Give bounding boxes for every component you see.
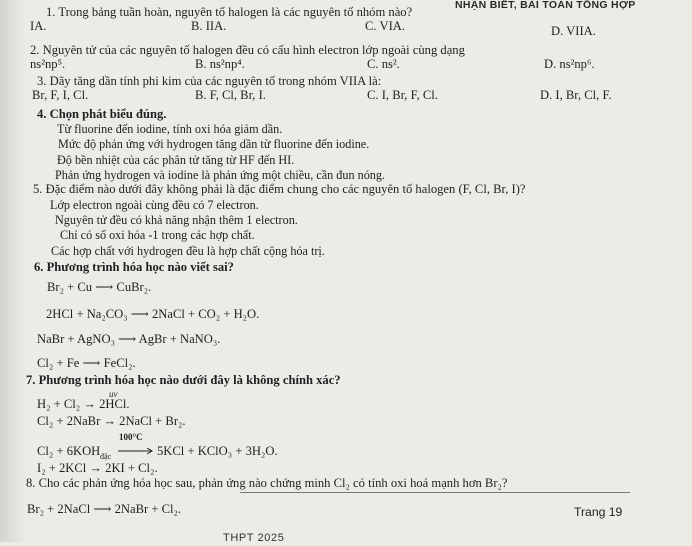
q5-option-c: Chỉ có số oxi hóa -1 trong các hợp chất. — [60, 228, 255, 242]
q2-option-c: C. ns². — [367, 57, 400, 71]
question-5-stem: 5. Đặc điểm nào dưới đây không phải là đặc điểm chung cho các nguyên tố halogen (F, Cl, Br, I)? — [33, 182, 526, 196]
q7-option-c-arrow-label: 100°C — [119, 432, 143, 442]
q1-option-c: C. VIA. — [365, 19, 406, 33]
question-7-stem: 7. Phương trình hóa học nào dưới đây là không chính xác? — [26, 373, 341, 387]
q2-option-a: ns²np⁵. — [30, 57, 66, 71]
q7-option-c-arrow — [117, 445, 155, 457]
question-3-stem: 3. Dãy tăng dần tính phi kim của các nguyên tố trong nhóm VIIA là: — [37, 74, 382, 88]
q3-option-a: Br, F, I, Cl. — [32, 88, 89, 102]
page-edge-shadow — [0, 0, 26, 542]
page-number: Trang 19 — [574, 505, 623, 519]
question-1-stem: 1. Trong bảng tuần hoàn, nguyên tố halogen là các nguyên tố nhóm nào? — [46, 5, 413, 19]
question-6-stem: 6. Phương trình hóa học nào viết sai? — [34, 260, 234, 274]
q7-option-c-condition: đặc — [100, 452, 112, 461]
q1-option-b: B. IIA. — [191, 19, 227, 33]
question-2-stem: 2. Nguyên tử của các nguyên tố halogen đều có cấu hình electron lớp ngoài cùng dạng — [30, 43, 465, 57]
q3-option-d: D. I, Br, Cl, F. — [540, 88, 612, 102]
q7-option-c-products: 5KCl + KClO₃ + 3H₂O. — [157, 444, 278, 458]
q6-option-b: 2HCl + Na₂CO₃ ⟶ 2NaCl + CO₂ + H₂O. — [46, 307, 260, 321]
q4-option-c: Độ bền nhiệt của các phân tử tăng từ HF đến HI. — [57, 153, 295, 167]
q6-option-d: Cl₂ + Fe ⟶ FeCl₂. — [37, 356, 136, 370]
q4-option-d: Phản ứng hydrogen và iodine là phản ứng một chiều, cần đun nóng. — [55, 168, 386, 182]
q7-option-b: Cl₂ + 2NaBr → 2NaCl + Br₂. — [37, 414, 186, 428]
q3-option-b: B. F, Cl, Br, I. — [195, 88, 266, 102]
q7-option-a: H₂ + Cl₂ → 2HCl. — [37, 397, 130, 411]
q2-option-d: D. ns²np⁶. — [544, 57, 595, 71]
q6-option-a: Br₂ + Cu ⟶ CuBr₂. — [47, 280, 152, 294]
q7-option-c-reactants: Cl₂ + 6KOH — [37, 444, 101, 458]
q7-option-d: I₂ + 2KCl → 2KI + Cl₂. — [37, 461, 158, 475]
question-8-stem: 8. Cho các phản ứng hóa học sau, phản ứng nào chứng minh Cl₂ có tính oxi hoá mạnh hơn Br₂? — [26, 476, 508, 490]
q8-option-a: Br₂ + 2NaCl ⟶ 2NaBr + Cl₂. — [27, 502, 182, 516]
q1-option-a: IA. — [30, 19, 47, 33]
q6-option-c: NaBr + AgNO₃ ⟶ AgBr + NaNO₃. — [37, 332, 221, 346]
question-4-stem: 4. Chọn phát biểu đúng. — [37, 107, 167, 121]
q7-option-a-arrow-label: uv — [109, 389, 118, 399]
divider-line — [240, 492, 630, 493]
q4-option-b: Mức độ phản ứng với hydrogen tăng dần từ fluorine đến iodine. — [58, 137, 370, 151]
section-header: NHẬN BIẾT, BÀI TOÁN TỔNG HỢP — [455, 0, 636, 11]
q5-option-a: Lớp electron ngoài cùng đều có 7 electron. — [50, 198, 259, 212]
q3-option-c: C. I, Br, F, Cl. — [367, 88, 438, 102]
bottom-stamp: THPT 2025 — [223, 532, 285, 544]
q1-option-d: D. VIIA. — [551, 24, 596, 38]
q5-option-b: Nguyên tử đều có khả năng nhận thêm 1 electron. — [55, 213, 298, 227]
q2-option-b: B. ns²np⁴. — [195, 57, 245, 71]
q4-option-a: Từ fluorine đến iodine, tính oxi hóa giảm dần. — [57, 122, 283, 136]
q5-option-d: Các hợp chất với hydrogen đều là hợp chất cộng hóa trị. — [51, 244, 325, 258]
